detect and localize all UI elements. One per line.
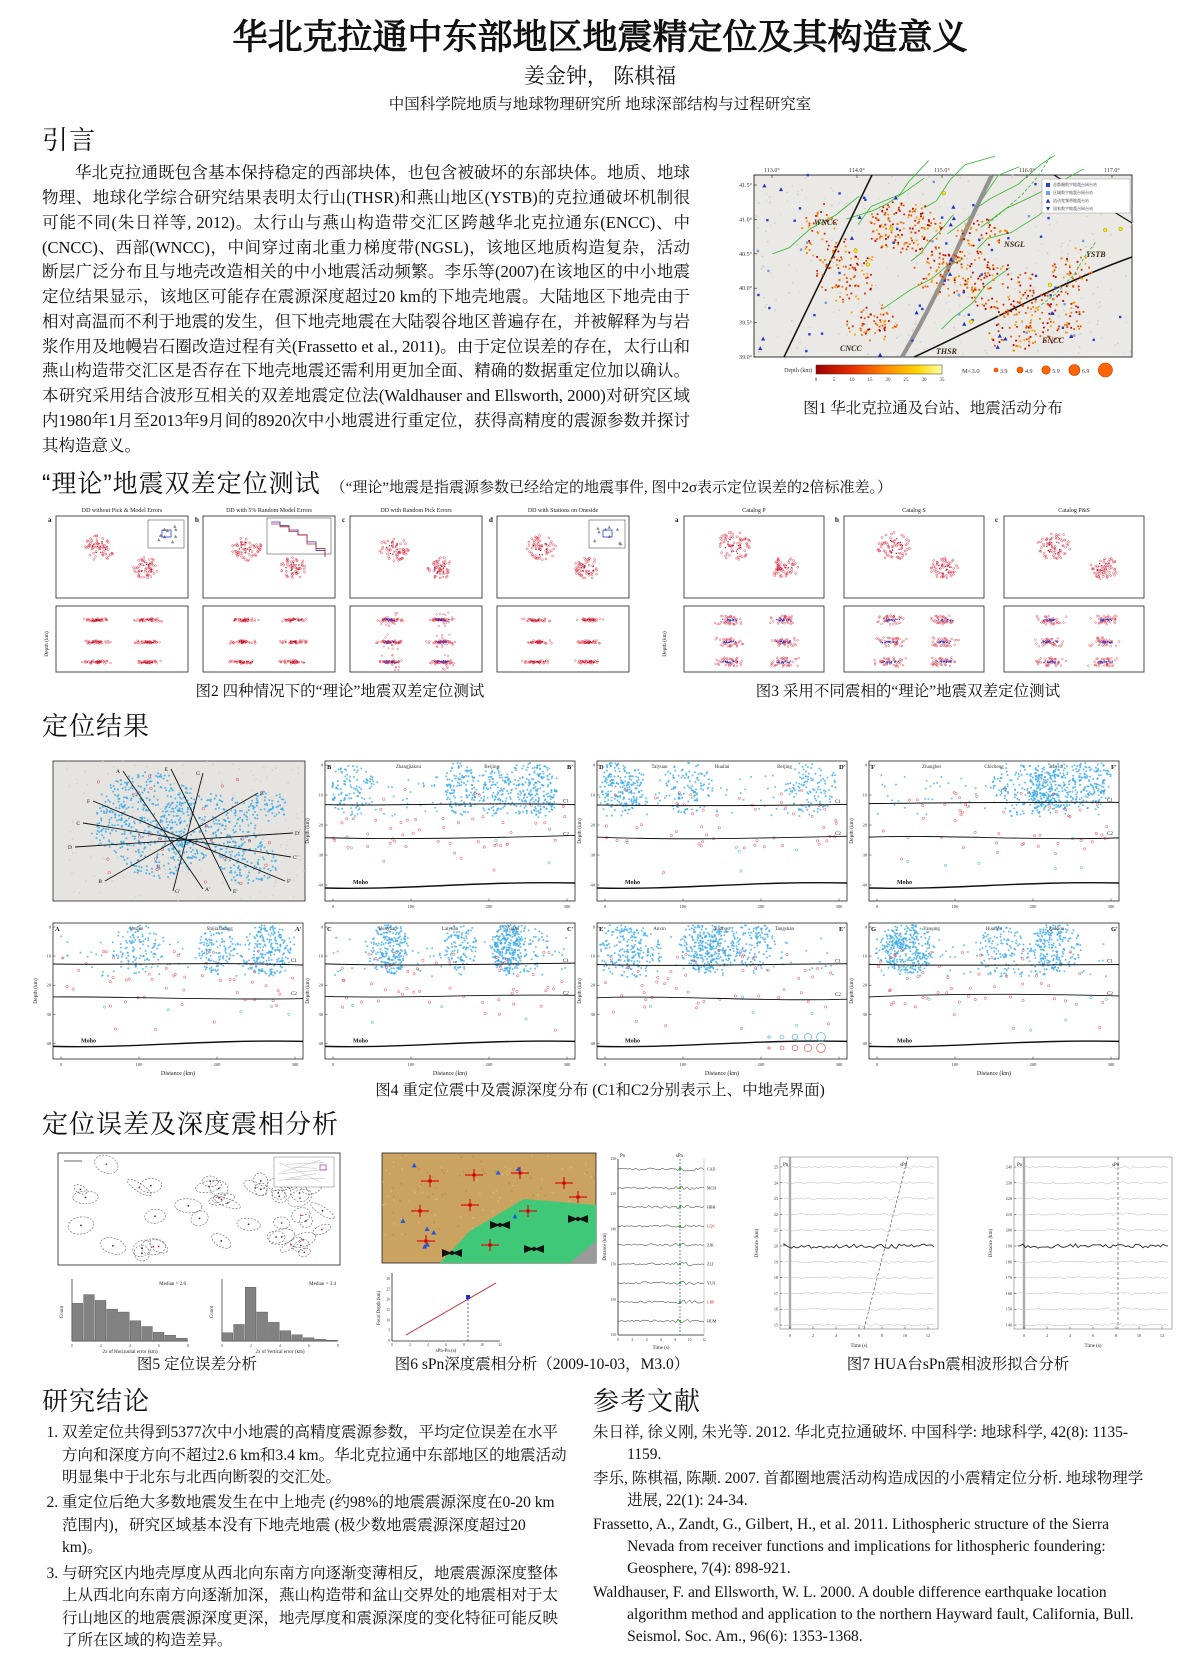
bottom-row xyxy=(42,1377,1158,1656)
conclusion-item: 3. 与研究区内地壳厚度从西北向东南方向逐渐变薄相反，地震震源深度整体上从西北向东南方向逐渐加深，燕山构造带和盆山交界处的地震相对于太行山地区的地震震源深度更深，地壳厚度和震源深度的变化特征可能反映了所在区域的构造差异。 xyxy=(62,1563,567,1653)
svg-text:c: c xyxy=(342,516,345,524)
theory-figures-row xyxy=(42,504,1158,702)
svg-text:25: 25 xyxy=(904,378,910,383)
svg-text:Catalog P: Catalog P xyxy=(742,508,766,514)
svg-text:c: c xyxy=(995,516,998,524)
svg-text:首都圈数字地震台网台站: 首都圈数字地震台网台站 xyxy=(1053,181,1097,187)
figure1-map xyxy=(708,161,1158,399)
svg-text:THSR: THSR xyxy=(936,347,958,356)
svg-text:NSGL: NSGL xyxy=(1003,240,1025,249)
svg-text:Catalog P&S: Catalog P&S xyxy=(1058,508,1090,514)
svg-text:Depth (km): Depth (km) xyxy=(43,631,50,657)
theory-note: （“理论”地震是指震源参数已经给定的地震事件, 图中2σ表示定位误差的2倍标准差。） xyxy=(331,476,892,497)
conclusions-heading: 研究结论 xyxy=(42,1381,567,1418)
intro-paragraph: 华北克拉通既包含基本保持稳定的西部块体，也包含被破坏的东部块体。地质、地球物理、地球化学综合研究结果表明太行山(THSR)和燕山地区(YSTB)的克拉通破坏机制很可能不同(朱日祥等, 2012)。太行山与燕山构造带交汇区跨越华北克拉通东(ENCC)、中(CNCC)、西部(WNCC)，中间穿过南北重力梯度带(NGSL)，该地区地质构造复杂，活动断层广泛分布且与地壳改造相关的中小地震活动频繁。李乐等(2007)在该地区的中小地震定位结果显示，该地区可能存在震源深度超过20 km的下地壳地震。大陆地区下地壳由于相对高温而不利于地震的发生，但下地壳地震在大陆裂谷地区普遍存在，并被解释为与岩浆作用及地幔岩石圈改造过程有关(Frassetto et al., 2011)。由于定位误差的存在，太行山和燕山构造带交汇区是否存在下地壳地震还需利用更加全面、精确的数据重定位加以确认。本研究采用结合波形互相关的双差地震定位法(Waldhauser and Ellsworth, 2000)对研究区域内1980年1月至2013年9月间的8920次中小地震进行重定位，获得高精度的震源参数并探讨其构造意义。 xyxy=(42,161,690,458)
svg-text:20: 20 xyxy=(886,378,892,383)
reference-item: 李乐, 陈棋福, 陈颙. 2007. 首都圈地震活动构造成因的小震精定位分析. 地球物理学进展, 22(1): 24-34. xyxy=(593,1468,1158,1512)
reference-item: Frassetto, A., Zandt, G., Gilbert, H., et al. 2011. Lithospheric structure of the Sierra Nevada from receiver functions and implications for lithospheric foundering: Geosphere, 7(4): 898-921. xyxy=(593,1514,1158,1580)
authors: 姜金钟， 陈棋福 xyxy=(42,60,1158,90)
svg-text:DD without Pick & Model Errors: DD without Pick & Model Errors xyxy=(82,508,163,514)
figure2-plot xyxy=(42,504,638,682)
svg-text:40.5°: 40.5° xyxy=(739,251,753,258)
intro-heading: 引言 xyxy=(42,120,1158,157)
conclusion-item: 1. 双差定位共得到5377次中小地震的高精度震源参数，平均定位误差在水平方向和深度方向不超过2.6 km和3.4 km。华北克拉通中东部地区的地震活动明显集中于北东与北西向断裂的交汇处。 xyxy=(62,1422,567,1489)
figure5 xyxy=(42,1145,352,1375)
svg-text:b: b xyxy=(835,516,839,524)
svg-text:流动宽频带地震台站: 流动宽频带地震台站 xyxy=(1053,197,1089,203)
figure2-caption: 图2 四种情况下的“理论”地震双差定位测试 xyxy=(196,683,485,702)
svg-text:Depth (km): Depth (km) xyxy=(784,367,812,374)
results-heading: 定位结果 xyxy=(42,706,1158,743)
svg-text:117.0°: 117.0° xyxy=(1104,167,1120,174)
svg-text:b: b xyxy=(195,516,199,524)
svg-text:39.0°: 39.0° xyxy=(739,354,753,361)
svg-text:5: 5 xyxy=(833,378,836,383)
figure3-caption: 图3 采用不同震相的“理论”地震双差定位测试 xyxy=(756,683,1060,702)
svg-text:ENCC: ENCC xyxy=(1041,336,1064,345)
svg-text:Catalog S: Catalog S xyxy=(902,508,926,514)
figure1-caption: 图1 华北克拉通及台站、地震活动分布 xyxy=(803,400,1063,419)
svg-text:国家数字地震台网台站: 国家数字地震台网台站 xyxy=(1053,205,1093,211)
svg-text:30: 30 xyxy=(922,378,928,383)
svg-text:39.5°: 39.5° xyxy=(739,320,753,327)
figure4 xyxy=(42,747,1158,1101)
theory-heading: “理论”地震双差定位测试 xyxy=(42,464,321,500)
svg-text:4.9: 4.9 xyxy=(1025,369,1033,375)
figure3 xyxy=(658,504,1158,702)
figure3-plot xyxy=(658,504,1158,682)
svg-text:a: a xyxy=(48,516,52,524)
figure6 xyxy=(366,1145,718,1375)
reference-item: 朱日祥, 徐义刚, 朱光等. 2012. 华北克拉通破坏. 中国科学: 地球科学, 42(8): 1135-1159. xyxy=(593,1422,1158,1466)
svg-text:区域数字地震台网台站: 区域数字地震台网台站 xyxy=(1053,189,1093,195)
references-section xyxy=(593,1377,1158,1656)
figure5-plot xyxy=(42,1145,352,1355)
page-title: 华北克拉通中东部地区地震精定位及其构造意义 xyxy=(42,18,1158,58)
svg-text:M<3.0: M<3.0 xyxy=(962,368,980,375)
svg-text:6.9: 6.9 xyxy=(1082,369,1090,375)
svg-text:115.0°: 115.0° xyxy=(934,167,950,174)
svg-text:a: a xyxy=(675,516,679,524)
intro-row xyxy=(42,161,1158,458)
affiliation: 中国科学院地质与地球物理研究所 地球深部结构与过程研究室 xyxy=(42,92,1158,114)
figure7 xyxy=(732,1145,1184,1375)
svg-text:DD with 5% Random Model Errors: DD with 5% Random Model Errors xyxy=(226,508,312,514)
svg-text:116.0°: 116.0° xyxy=(1019,167,1035,174)
figure6-caption: 图6 sPn深度震相分析（2009-10-03，M3.0） xyxy=(395,1356,690,1375)
errors-heading: 定位误差及深度震相分析 xyxy=(42,1104,1158,1141)
svg-text:114.0°: 114.0° xyxy=(849,167,865,174)
svg-text:DD with Random Pick Errors: DD with Random Pick Errors xyxy=(380,508,452,514)
errors-figures-row xyxy=(42,1145,1158,1375)
figure7-caption: 图7 HUA台sPn震相波形拟合分析 xyxy=(847,1356,1070,1375)
references-heading: 参考文献 xyxy=(593,1381,1158,1418)
svg-text:41.0°: 41.0° xyxy=(739,217,753,224)
figure7-plot xyxy=(732,1145,1184,1355)
svg-text:113.0°: 113.0° xyxy=(764,167,780,174)
svg-text:0: 0 xyxy=(815,378,818,383)
svg-text:CNCC: CNCC xyxy=(840,344,862,353)
reference-item: Waldhauser, F. and Ellsworth, W. L. 2000. A double difference earthquake location algorithm method and application to the northern Hayward fault, California, Bull. Seismol. Soc. Am., 96(6): 1353-1368. xyxy=(593,1582,1158,1648)
conclusions-list xyxy=(42,1422,567,1653)
svg-text:YSTB: YSTB xyxy=(1086,250,1106,259)
svg-text:3.9: 3.9 xyxy=(1000,369,1008,375)
svg-text:WNCC: WNCC xyxy=(814,218,838,227)
figure1 xyxy=(708,161,1158,419)
svg-text:15: 15 xyxy=(868,378,874,383)
figure4-caption: 图4 重定位震中及震源深度分布 (C1和C2分别表示上、中地壳界面) xyxy=(375,1082,825,1101)
svg-text:d: d xyxy=(489,516,493,524)
figure4-plot xyxy=(45,747,1155,1081)
figure2 xyxy=(42,504,638,702)
conclusion-item: 2. 重定位后绝大多数地震发生在中上地壳 (约98%的地震震源深度在0-20 km范围内)，研究区域基本没有下地壳地震 (极少数地震震源深度超过20 km)。 xyxy=(62,1492,567,1559)
svg-text:5.9: 5.9 xyxy=(1052,369,1060,375)
svg-text:Depth (km): Depth (km) xyxy=(661,631,668,657)
svg-text:41.5°: 41.5° xyxy=(739,182,753,189)
svg-text:35: 35 xyxy=(940,378,946,383)
svg-text:DD with Stations on Oneside: DD with Stations on Oneside xyxy=(528,508,599,514)
figure5-caption: 图5 定位误差分析 xyxy=(137,1356,257,1375)
figure6-plot xyxy=(366,1145,718,1355)
svg-text:40.0°: 40.0° xyxy=(739,285,753,292)
svg-text:10: 10 xyxy=(850,378,856,383)
conclusions-section xyxy=(42,1377,567,1656)
theory-heading-row xyxy=(42,460,1158,504)
